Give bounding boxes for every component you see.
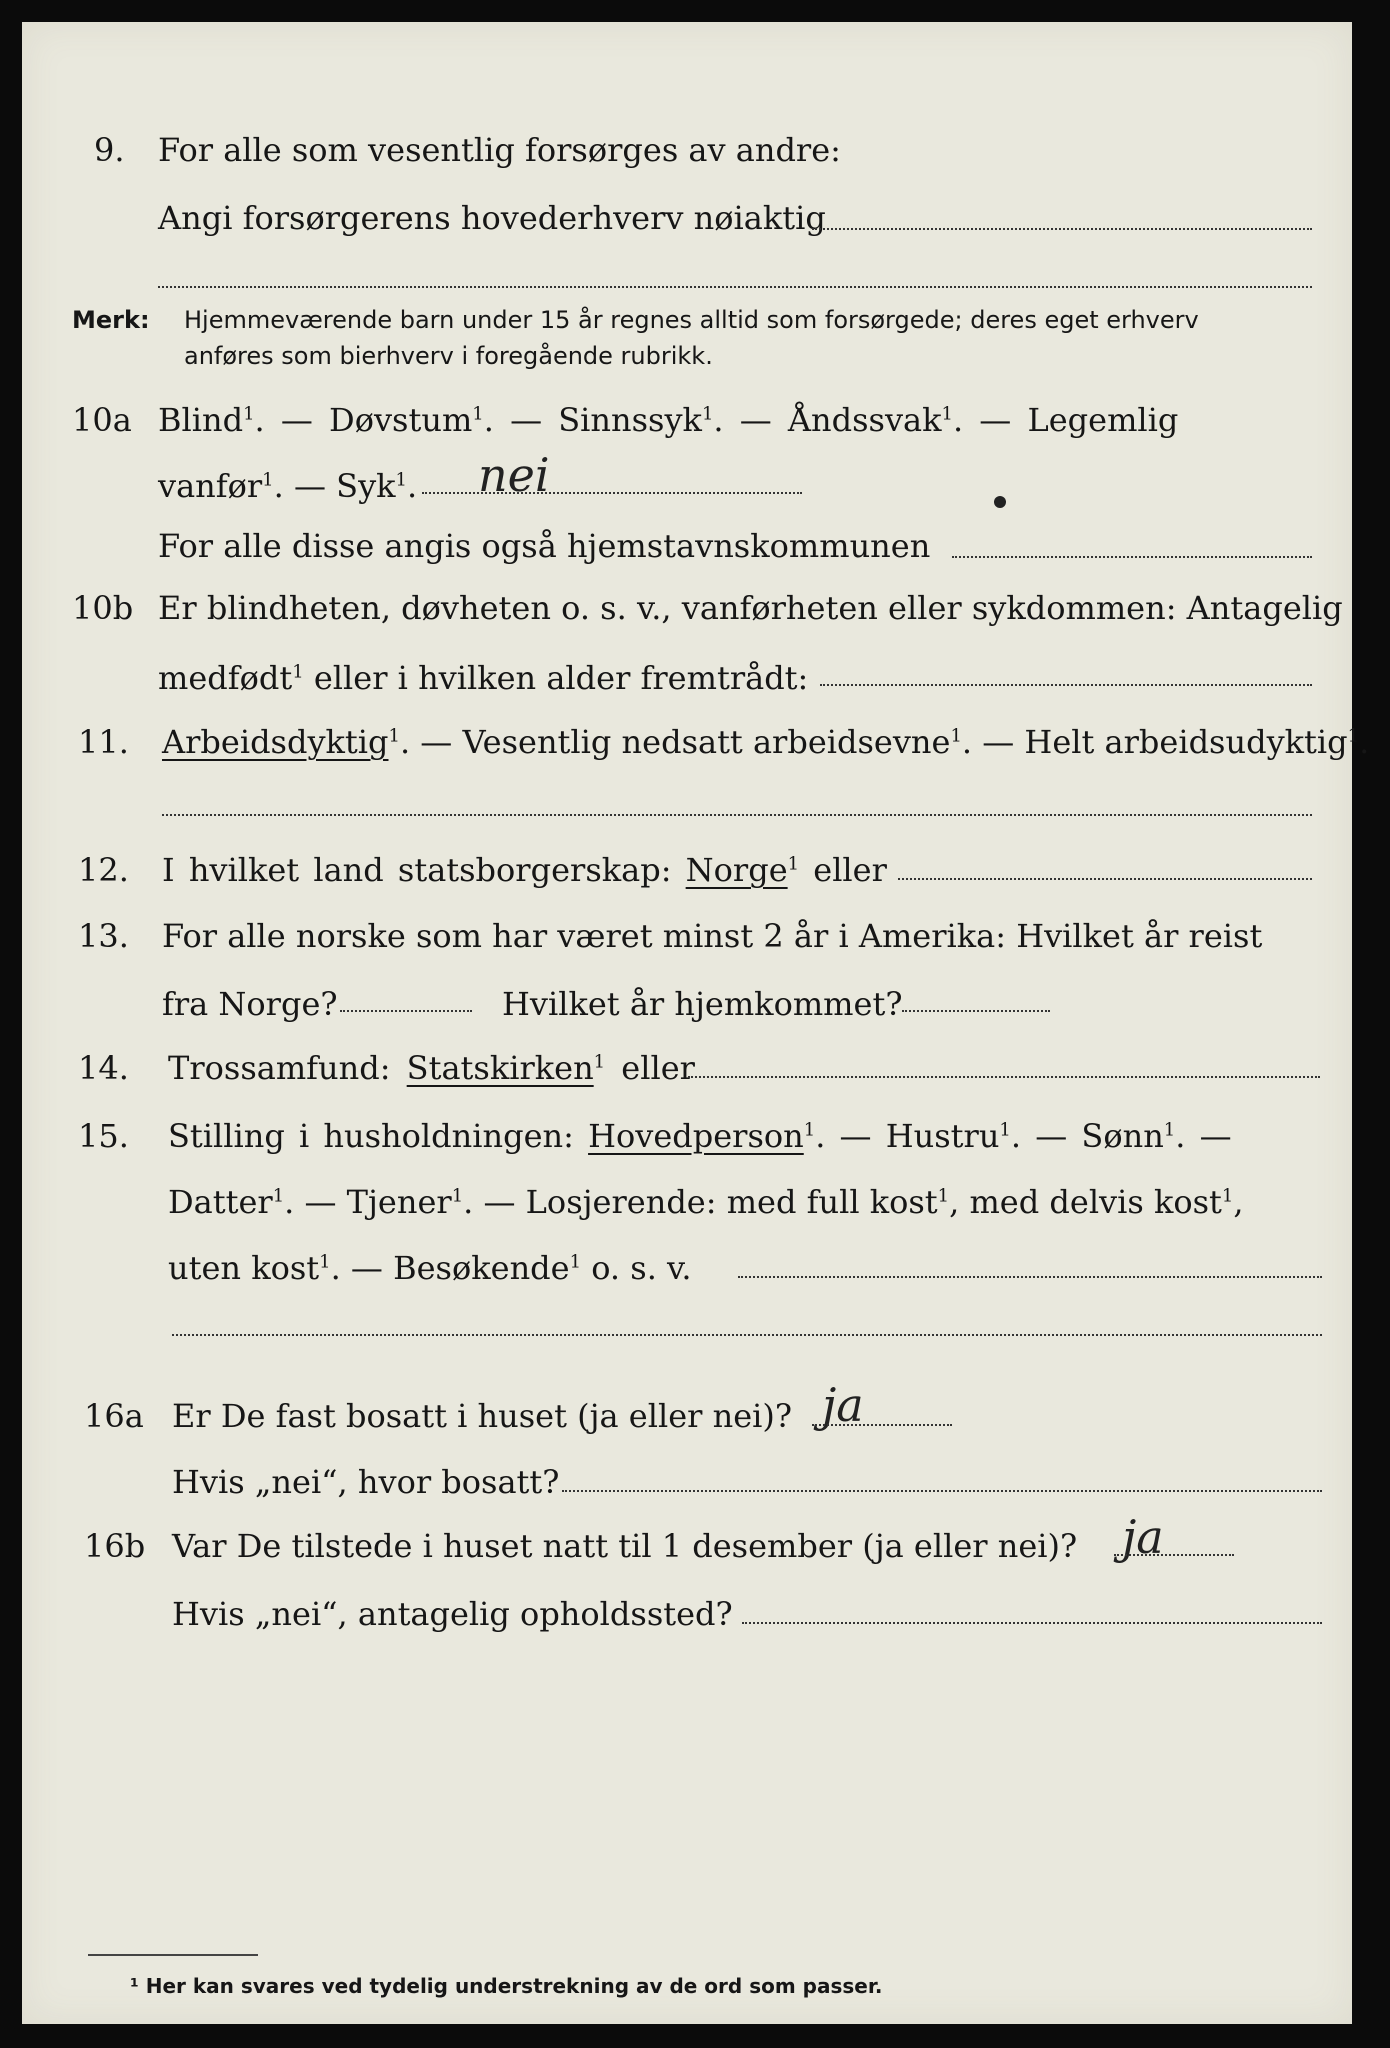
- q13-hjemkommet-line: [902, 1010, 1050, 1012]
- q10a-line1: Blind$^1$. — Døvstum$^1$. — Sinnssyk$^1$. — Åndssvak$^1$. — Legemlig: [158, 401, 1179, 439]
- q10a-number: 10a: [72, 401, 132, 439]
- q16b-handwritten-answer: ja: [1122, 1510, 1164, 1564]
- footnote: [130, 1974, 882, 1998]
- q15-answer-line: [738, 1276, 1322, 1278]
- q10b-line2: medfødt$^1$ eller i hvilken alder fremtrådt:: [158, 659, 809, 697]
- q11-number: 11.: [78, 723, 129, 761]
- q13-line2a: fra Norge?: [162, 985, 338, 1023]
- q10b-answer-line: [820, 684, 1312, 686]
- q15-underlined-answer: Hovedperson: [588, 1117, 804, 1155]
- merk-line2: anføres som bierhverv i foregående rubrikk.: [184, 342, 713, 370]
- q10a-line2: vanfør$^1$. — Syk$^1$.: [158, 467, 418, 505]
- q14-underlined-answer: Statskirken: [406, 1049, 594, 1087]
- q14-line: Trossamfund: Statskirken$^1$ eller: [168, 1049, 695, 1087]
- q9-answer-line: [812, 228, 1312, 230]
- q16a-line2: Hvis „nei“, hvor bosatt?: [172, 1463, 560, 1501]
- q16a-answer-line: [812, 1424, 952, 1426]
- q11-underlined-answer: Arbeidsdyktig: [162, 723, 389, 761]
- q12-underlined-answer: Norge: [685, 851, 788, 889]
- q12-line: I hvilket land statsborgerskap: Norge$^1$ eller: [162, 851, 887, 889]
- q15-number: 15.: [78, 1117, 129, 1155]
- q16a-number: 16a: [84, 1397, 144, 1435]
- q15-line2: Datter$^1$. — Tjener$^1$. — Losjerende: med full kost$^1$, med delvis kost$^1$,: [168, 1183, 1244, 1221]
- q16a-handwritten-answer: ja: [822, 1378, 864, 1432]
- ink-dot: [994, 496, 1006, 508]
- footnote-text: Her kan svares ved tydelig understrekning av de ord som passer.: [145, 1974, 883, 1998]
- q15-line1: Stilling i husholdningen: Hovedperson$^1$. — Hustru$^1$. — Sønn$^1$. —: [168, 1117, 1232, 1155]
- q10a-line3: For alle disse angis også hjemstavnskommunen: [158, 527, 931, 565]
- q13-number: 13.: [78, 917, 129, 955]
- q13-line1: For alle norske som har været minst 2 år i Amerika: Hvilket år reist: [162, 917, 1263, 955]
- q16a-bosatt-line: [562, 1490, 1322, 1492]
- q14-number: 14.: [78, 1049, 129, 1087]
- q9-line2: Angi forsørgerens hovederhverv nøiaktig: [158, 199, 826, 237]
- merk-line1: Hjemmeværende barn under 15 år regnes alltid som forsørgede; deres eget erhverv: [184, 306, 1199, 334]
- q16b-opholdssted-line: [742, 1622, 1322, 1624]
- census-form-page: [22, 22, 1370, 2024]
- q13-line2b: Hvilket år hjemkommet?: [502, 985, 903, 1023]
- footnote-rule: [88, 1954, 258, 1956]
- q16b-line1: Var De tilstede i huset natt til 1 desember (ja eller nei)?: [172, 1527, 1078, 1565]
- q9-number: 9.: [94, 131, 125, 169]
- q9-line1: For alle som vesentlig forsørges av andre:: [158, 131, 841, 169]
- q10a-hjemstavn-line: [952, 556, 1312, 558]
- q10a-handwritten-answer: nei: [478, 448, 550, 502]
- q16b-number: 16b: [84, 1527, 146, 1565]
- q11-line: Arbeidsdyktig$^1$. — Vesentlig nedsatt arbeidsevne$^1$. — Helt arbeidsudyktig$^1$.: [162, 723, 1370, 761]
- q12-answer-line: [898, 878, 1312, 880]
- q10b-line1: Er blindheten, døvheten o. s. v., vanførheten eller sykdommen: Antagelig: [158, 589, 1343, 627]
- q16a-line1: Er De fast bosatt i huset (ja eller nei)?: [172, 1397, 793, 1435]
- q13-reist-line: [340, 1010, 472, 1012]
- merk-label: Merk:: [72, 306, 150, 334]
- q10b-number: 10b: [72, 589, 134, 627]
- q14-answer-line: [688, 1076, 1320, 1078]
- q12-number: 12.: [78, 851, 129, 889]
- footnote-mark: ¹: [130, 1974, 139, 1998]
- q16b-line2: Hvis „nei“, antagelig opholdssted?: [172, 1595, 733, 1633]
- q15-line3: uten kost$^1$. — Besøkende$^1$ o. s. v.: [168, 1249, 692, 1287]
- q11-answer-line: [162, 814, 1312, 816]
- q9-answer-line-2: [158, 286, 1312, 288]
- q16b-answer-line: [1114, 1554, 1234, 1556]
- q15-answer-line-2: [172, 1334, 1322, 1336]
